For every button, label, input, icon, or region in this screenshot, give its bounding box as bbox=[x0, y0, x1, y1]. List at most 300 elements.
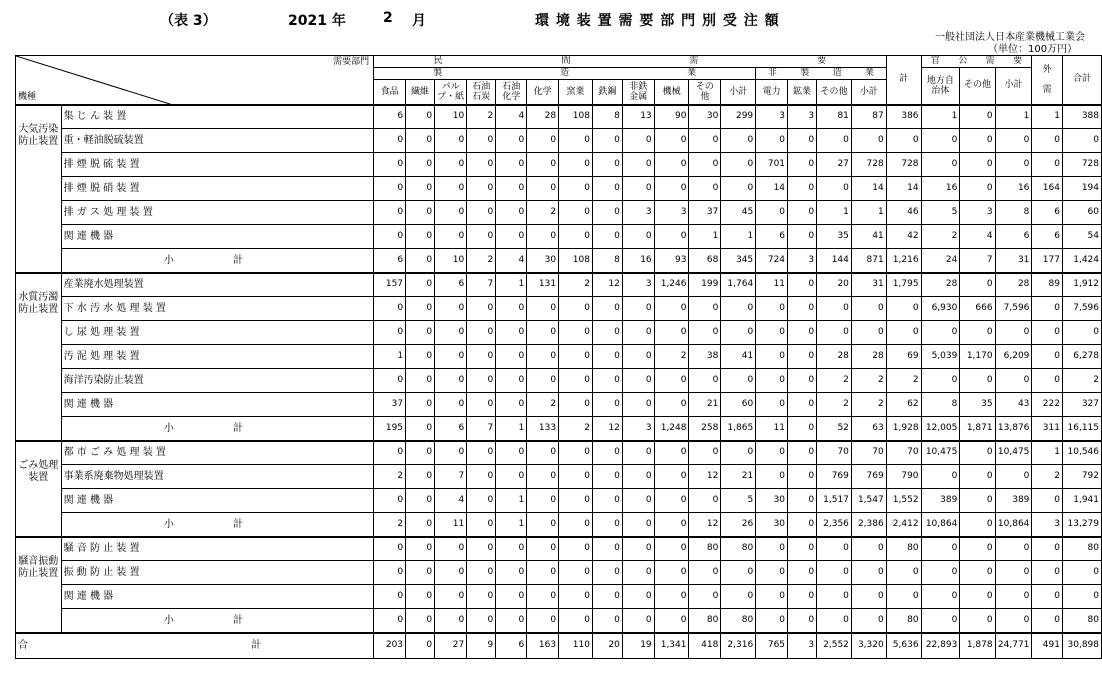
value-cell: 0 bbox=[788, 153, 817, 177]
value-cell: 16 bbox=[995, 177, 1032, 201]
value-cell: 2 bbox=[559, 273, 593, 297]
value-cell: 0 bbox=[921, 153, 960, 177]
value-cell: 0 bbox=[496, 129, 527, 153]
value-cell: 0 bbox=[689, 561, 721, 585]
value-cell: 0 bbox=[622, 129, 654, 153]
value-cell: 0 bbox=[788, 201, 817, 225]
value-cell: 7,596 bbox=[995, 297, 1032, 321]
category-water-pollution: 水質汚濁防止装置 bbox=[16, 273, 62, 441]
value-cell: 0 bbox=[592, 609, 622, 633]
value-cell: 0 bbox=[886, 321, 921, 345]
table-row bbox=[16, 321, 1102, 345]
value-cell: 6 bbox=[496, 633, 527, 659]
value-cell: 0 bbox=[995, 153, 1032, 177]
value-cell: 2 bbox=[1062, 369, 1101, 393]
value-cell: 0 bbox=[995, 609, 1032, 633]
value-cell: 0 bbox=[756, 321, 788, 345]
value-cell: 386 bbox=[886, 105, 921, 129]
value-cell: 80 bbox=[886, 537, 921, 561]
value-cell: 1 bbox=[496, 417, 527, 441]
diagonal-line bbox=[16, 56, 173, 105]
value-cell: 0 bbox=[406, 201, 435, 225]
value-cell: 0 bbox=[592, 393, 622, 417]
value-cell: 0 bbox=[960, 177, 995, 201]
value-cell: 30,898 bbox=[1062, 633, 1101, 659]
value-cell: 16 bbox=[921, 177, 960, 201]
value-cell: 108 bbox=[559, 249, 593, 273]
value-cell: 80 bbox=[689, 537, 721, 561]
value-cell: 0 bbox=[788, 369, 817, 393]
value-cell: 7,596 bbox=[1062, 297, 1101, 321]
value-cell: 5,636 bbox=[886, 633, 921, 659]
value-cell: 45 bbox=[721, 201, 756, 225]
value-cell: 10,546 bbox=[1062, 441, 1101, 465]
value-cell: 0 bbox=[960, 129, 995, 153]
value-cell: 389 bbox=[995, 489, 1032, 513]
value-cell: 90 bbox=[654, 105, 689, 129]
col-textile: 繊維 bbox=[406, 80, 435, 105]
organization-name: 一般社団法人日本産業機械工業会 bbox=[935, 32, 1085, 43]
value-cell: 0 bbox=[527, 561, 559, 585]
value-cell: 0 bbox=[406, 441, 435, 465]
value-cell: 0 bbox=[788, 585, 817, 609]
value-cell: 0 bbox=[467, 537, 496, 561]
value-cell: 0 bbox=[527, 609, 559, 633]
orders-table bbox=[15, 55, 1102, 659]
col-local-government: 地方自治体 bbox=[921, 68, 960, 105]
value-cell: 6,930 bbox=[921, 297, 960, 321]
non-manufacturing-char-3: 造 bbox=[832, 68, 842, 78]
value-cell: 0 bbox=[1062, 321, 1101, 345]
value-cell: 0 bbox=[689, 489, 721, 513]
value-cell: 0 bbox=[756, 561, 788, 585]
col-subtotal-nonmfg: 小計 bbox=[851, 80, 886, 105]
value-cell: 6 bbox=[435, 417, 467, 441]
col-food: 食品 bbox=[374, 80, 406, 105]
value-cell: 8 bbox=[995, 201, 1032, 225]
value-cell: 0 bbox=[435, 585, 467, 609]
value-cell: 0 bbox=[435, 609, 467, 633]
row-label: 集 じ ん 装 置 bbox=[61, 105, 374, 129]
value-cell: 28 bbox=[995, 273, 1032, 297]
value-cell: 0 bbox=[374, 441, 406, 465]
value-cell: 0 bbox=[886, 129, 921, 153]
value-cell: 0 bbox=[435, 201, 467, 225]
value-cell: 0 bbox=[756, 369, 788, 393]
public-demand-header bbox=[921, 56, 1032, 68]
value-cell: 0 bbox=[622, 585, 654, 609]
value-cell: 0 bbox=[435, 537, 467, 561]
table-row bbox=[16, 273, 1102, 297]
value-cell: 80 bbox=[721, 537, 756, 561]
value-cell: 0 bbox=[435, 369, 467, 393]
value-cell: 0 bbox=[817, 609, 852, 633]
col-public-other: その他 bbox=[960, 68, 995, 105]
value-cell: 0 bbox=[654, 537, 689, 561]
value-cell: 1 bbox=[851, 201, 886, 225]
value-cell: 37 bbox=[689, 201, 721, 225]
value-cell: 0 bbox=[689, 297, 721, 321]
value-cell: 0 bbox=[654, 393, 689, 417]
value-cell: 0 bbox=[654, 369, 689, 393]
value-cell: 6,209 bbox=[995, 345, 1032, 369]
value-cell: 0 bbox=[592, 201, 622, 225]
value-cell: 0 bbox=[1032, 321, 1063, 345]
value-cell: 30 bbox=[689, 105, 721, 129]
value-cell: 0 bbox=[960, 489, 995, 513]
value-cell: 0 bbox=[435, 441, 467, 465]
value-cell: 0 bbox=[527, 297, 559, 321]
value-cell: 2 bbox=[559, 417, 593, 441]
report-title: 環 境 装 置 需 要 部 門 別 受 注 額 bbox=[535, 13, 780, 29]
row-label: 関 連 機 器 bbox=[61, 393, 374, 417]
value-cell: 0 bbox=[721, 153, 756, 177]
value-cell: 1 bbox=[374, 345, 406, 369]
value-cell: 0 bbox=[467, 561, 496, 585]
value-cell: 1 bbox=[689, 225, 721, 249]
demand-sector-label: 需要部門 bbox=[333, 57, 370, 67]
value-cell: 62 bbox=[886, 393, 921, 417]
value-cell: 12 bbox=[592, 273, 622, 297]
value-cell: 0 bbox=[788, 177, 817, 201]
value-cell: 0 bbox=[622, 537, 654, 561]
value-cell: 80 bbox=[1062, 609, 1101, 633]
manufacturing-char-1: 製 bbox=[433, 68, 443, 78]
value-cell: 0 bbox=[592, 345, 622, 369]
value-cell: 0 bbox=[886, 297, 921, 321]
value-cell: 43 bbox=[995, 393, 1032, 417]
value-cell: 177 bbox=[1032, 249, 1063, 273]
value-cell: 0 bbox=[559, 609, 593, 633]
value-cell: 10,864 bbox=[921, 513, 960, 537]
col-other-mfg: その他 bbox=[689, 80, 721, 105]
private-char-4: 要 bbox=[817, 56, 827, 66]
value-cell: 0 bbox=[817, 585, 852, 609]
value-cell: 0 bbox=[406, 609, 435, 633]
row-label: 振 動 防 止 装 置 bbox=[61, 561, 374, 585]
value-cell: 0 bbox=[406, 513, 435, 537]
value-cell: 2 bbox=[374, 513, 406, 537]
value-cell: 63 bbox=[851, 417, 886, 441]
value-cell: 11 bbox=[435, 513, 467, 537]
value-cell: 0 bbox=[921, 561, 960, 585]
value-cell: 0 bbox=[467, 441, 496, 465]
value-cell: 0 bbox=[689, 585, 721, 609]
manufacturing-header bbox=[374, 68, 756, 80]
value-cell: 299 bbox=[721, 105, 756, 129]
value-cell: 0 bbox=[654, 585, 689, 609]
value-cell: 2 bbox=[886, 369, 921, 393]
value-cell: 311 bbox=[1032, 417, 1063, 441]
value-cell: 0 bbox=[622, 153, 654, 177]
value-cell: 1,878 bbox=[960, 633, 995, 659]
value-cell: 70 bbox=[886, 441, 921, 465]
value-cell: 0 bbox=[851, 129, 886, 153]
value-cell: 54 bbox=[1062, 225, 1101, 249]
value-cell: 1,941 bbox=[1062, 489, 1101, 513]
table-row bbox=[16, 105, 1102, 129]
row-label: 排 煙 脱 硫 装 置 bbox=[61, 153, 374, 177]
value-cell: 0 bbox=[406, 177, 435, 201]
value-cell: 0 bbox=[496, 537, 527, 561]
value-cell: 4 bbox=[435, 489, 467, 513]
value-cell: 0 bbox=[592, 465, 622, 489]
col-subtotal-mfg: 小計 bbox=[721, 80, 756, 105]
value-cell: 1,871 bbox=[960, 417, 995, 441]
table-row bbox=[16, 345, 1102, 369]
value-cell: 0 bbox=[559, 513, 593, 537]
value-cell: 0 bbox=[721, 585, 756, 609]
value-cell: 0 bbox=[435, 297, 467, 321]
value-cell: 0 bbox=[960, 369, 995, 393]
value-cell: 30 bbox=[527, 249, 559, 273]
value-cell: 0 bbox=[374, 177, 406, 201]
value-cell: 2,412 bbox=[886, 513, 921, 537]
row-label: 関 連 機 器 bbox=[61, 489, 374, 513]
value-cell: 1,764 bbox=[721, 273, 756, 297]
value-cell: 37 bbox=[374, 393, 406, 417]
table-row bbox=[16, 369, 1102, 393]
value-cell: 12 bbox=[689, 513, 721, 537]
value-cell: 0 bbox=[467, 321, 496, 345]
unit-note: （単位：100万円） bbox=[988, 44, 1078, 55]
value-cell: 0 bbox=[756, 537, 788, 561]
value-cell: 389 bbox=[921, 489, 960, 513]
value-cell: 0 bbox=[374, 369, 406, 393]
value-cell: 0 bbox=[559, 129, 593, 153]
row-label: し 尿 処 理 装 置 bbox=[61, 321, 374, 345]
value-cell: 418 bbox=[689, 633, 721, 659]
value-cell: 3 bbox=[622, 417, 654, 441]
value-cell: 0 bbox=[374, 129, 406, 153]
value-cell: 0 bbox=[467, 609, 496, 633]
value-cell: 327 bbox=[1062, 393, 1101, 417]
value-cell: 7 bbox=[467, 273, 496, 297]
value-cell: 12,005 bbox=[921, 417, 960, 441]
value-cell: 21 bbox=[721, 465, 756, 489]
value-cell: 0 bbox=[654, 321, 689, 345]
col-steel: 鉄鋼 bbox=[592, 80, 622, 105]
value-cell: 0 bbox=[374, 537, 406, 561]
value-cell: 0 bbox=[851, 321, 886, 345]
value-cell: 87 bbox=[851, 105, 886, 129]
value-cell: 0 bbox=[467, 585, 496, 609]
private-char-3: 需 bbox=[689, 56, 699, 66]
value-cell: 0 bbox=[527, 537, 559, 561]
value-cell: 0 bbox=[592, 177, 622, 201]
value-cell: 0 bbox=[886, 585, 921, 609]
value-cell: 0 bbox=[622, 345, 654, 369]
value-cell: 0 bbox=[527, 225, 559, 249]
public-char-1: 官 bbox=[930, 56, 940, 66]
value-cell: 0 bbox=[496, 609, 527, 633]
table-row bbox=[16, 489, 1102, 513]
value-cell: 0 bbox=[788, 393, 817, 417]
value-cell: 0 bbox=[788, 225, 817, 249]
value-cell: 0 bbox=[788, 321, 817, 345]
value-cell: 0 bbox=[406, 369, 435, 393]
value-cell: 0 bbox=[960, 585, 995, 609]
value-cell: 222 bbox=[1032, 393, 1063, 417]
value-cell: 0 bbox=[654, 153, 689, 177]
value-cell: 2 bbox=[921, 225, 960, 249]
row-label: 海洋汚染防止装置 bbox=[61, 369, 374, 393]
value-cell: 0 bbox=[654, 225, 689, 249]
value-cell: 0 bbox=[1032, 297, 1063, 321]
value-cell: 0 bbox=[756, 465, 788, 489]
non-manufacturing-char-1: 非 bbox=[767, 68, 777, 78]
value-cell: 0 bbox=[496, 393, 527, 417]
subtotal-label: 小 計 bbox=[61, 513, 374, 537]
grand-total-label: 合 計 bbox=[16, 633, 374, 659]
foreign-char-2: 需 bbox=[1042, 84, 1052, 95]
value-cell: 388 bbox=[1062, 105, 1101, 129]
table-number: （表 3） bbox=[160, 13, 217, 29]
grand-total-header: 合計 bbox=[1062, 56, 1101, 105]
value-cell: 0 bbox=[960, 153, 995, 177]
value-cell: 4 bbox=[496, 249, 527, 273]
non-manufacturing-char-2: 製 bbox=[800, 68, 810, 78]
value-cell: 1,424 bbox=[1062, 249, 1101, 273]
row-label: 産業廃水処理装置 bbox=[61, 273, 374, 297]
value-cell: 0 bbox=[406, 489, 435, 513]
value-cell: 0 bbox=[995, 465, 1032, 489]
value-cell: 1,341 bbox=[654, 633, 689, 659]
value-cell: 80 bbox=[1062, 537, 1101, 561]
value-cell: 2 bbox=[654, 345, 689, 369]
value-cell: 194 bbox=[1062, 177, 1101, 201]
value-cell: 0 bbox=[559, 201, 593, 225]
col-nonferrous: 非鉄金属 bbox=[622, 80, 654, 105]
value-cell: 0 bbox=[788, 345, 817, 369]
value-cell: 0 bbox=[1062, 129, 1101, 153]
value-cell: 0 bbox=[654, 561, 689, 585]
value-cell: 0 bbox=[527, 585, 559, 609]
row-label: 汚 泥 処 理 装 置 bbox=[61, 345, 374, 369]
value-cell: 2 bbox=[817, 369, 852, 393]
value-cell: 345 bbox=[721, 249, 756, 273]
value-cell: 701 bbox=[756, 153, 788, 177]
value-cell: 0 bbox=[592, 441, 622, 465]
value-cell: 0 bbox=[374, 201, 406, 225]
value-cell: 0 bbox=[374, 225, 406, 249]
value-cell: 0 bbox=[1032, 345, 1063, 369]
value-cell: 10 bbox=[435, 249, 467, 273]
value-cell: 0 bbox=[592, 489, 622, 513]
value-cell: 0 bbox=[496, 561, 527, 585]
value-cell: 10,475 bbox=[921, 441, 960, 465]
value-cell: 12 bbox=[592, 417, 622, 441]
value-cell: 0 bbox=[851, 297, 886, 321]
value-cell: 11 bbox=[756, 417, 788, 441]
value-cell: 0 bbox=[788, 297, 817, 321]
value-cell: 0 bbox=[756, 393, 788, 417]
value-cell: 41 bbox=[721, 345, 756, 369]
value-cell: 4 bbox=[496, 105, 527, 129]
table-row bbox=[16, 585, 1102, 609]
value-cell: 666 bbox=[960, 297, 995, 321]
value-cell: 0 bbox=[654, 513, 689, 537]
value-cell: 0 bbox=[921, 321, 960, 345]
value-cell: 28 bbox=[921, 273, 960, 297]
value-cell: 0 bbox=[559, 153, 593, 177]
value-cell: 1 bbox=[496, 513, 527, 537]
value-cell: 0 bbox=[559, 177, 593, 201]
value-cell: 0 bbox=[1032, 369, 1063, 393]
value-cell: 871 bbox=[851, 249, 886, 273]
table-row bbox=[16, 441, 1102, 465]
col-petrochemical: 石油化学 bbox=[496, 80, 527, 105]
value-cell: 0 bbox=[756, 585, 788, 609]
value-cell: 0 bbox=[527, 153, 559, 177]
value-cell: 1,246 bbox=[654, 273, 689, 297]
value-cell: 1,547 bbox=[851, 489, 886, 513]
value-cell: 0 bbox=[788, 489, 817, 513]
value-cell: 0 bbox=[788, 537, 817, 561]
value-cell: 0 bbox=[496, 369, 527, 393]
row-label: 都 市 ご み 処 理 装 置 bbox=[61, 441, 374, 465]
value-cell: 1 bbox=[721, 225, 756, 249]
value-cell: 133 bbox=[527, 417, 559, 441]
value-cell: 0 bbox=[406, 129, 435, 153]
value-cell: 0 bbox=[435, 153, 467, 177]
value-cell: 131 bbox=[527, 273, 559, 297]
value-cell: 3 bbox=[1032, 513, 1063, 537]
value-cell: 5,039 bbox=[921, 345, 960, 369]
value-cell: 0 bbox=[559, 465, 593, 489]
value-cell: 0 bbox=[527, 369, 559, 393]
value-cell: 0 bbox=[406, 537, 435, 561]
value-cell: 0 bbox=[1032, 609, 1063, 633]
value-cell: 0 bbox=[559, 585, 593, 609]
value-cell: 0 bbox=[559, 321, 593, 345]
row-label: 重・軽油脱硫装置 bbox=[61, 129, 374, 153]
value-cell: 20 bbox=[817, 273, 852, 297]
value-cell: 0 bbox=[467, 225, 496, 249]
table-row bbox=[16, 177, 1102, 201]
value-cell: 0 bbox=[1032, 153, 1063, 177]
value-cell: 0 bbox=[960, 321, 995, 345]
value-cell: 1,912 bbox=[1062, 273, 1101, 297]
value-cell: 21 bbox=[689, 393, 721, 417]
value-cell: 164 bbox=[1032, 177, 1063, 201]
value-cell: 0 bbox=[721, 441, 756, 465]
table-row bbox=[16, 153, 1102, 177]
value-cell: 0 bbox=[592, 369, 622, 393]
value-cell: 10,864 bbox=[995, 513, 1032, 537]
value-cell: 0 bbox=[467, 489, 496, 513]
value-cell: 0 bbox=[406, 393, 435, 417]
subtotal-label: 小 計 bbox=[61, 249, 374, 273]
value-cell: 0 bbox=[654, 297, 689, 321]
foreign-demand-header bbox=[1032, 56, 1063, 105]
value-cell: 0 bbox=[496, 585, 527, 609]
value-cell: 0 bbox=[435, 129, 467, 153]
value-cell: 0 bbox=[527, 177, 559, 201]
value-cell: 0 bbox=[406, 297, 435, 321]
value-cell: 0 bbox=[851, 561, 886, 585]
value-cell: 0 bbox=[721, 321, 756, 345]
value-cell: 163 bbox=[527, 633, 559, 659]
value-cell: 0 bbox=[374, 321, 406, 345]
value-cell: 0 bbox=[496, 441, 527, 465]
value-cell: 0 bbox=[559, 369, 593, 393]
total-header: 計 bbox=[886, 56, 921, 105]
value-cell: 4 bbox=[960, 225, 995, 249]
value-cell: 3 bbox=[622, 273, 654, 297]
value-cell: 0 bbox=[592, 225, 622, 249]
value-cell: 3 bbox=[960, 201, 995, 225]
